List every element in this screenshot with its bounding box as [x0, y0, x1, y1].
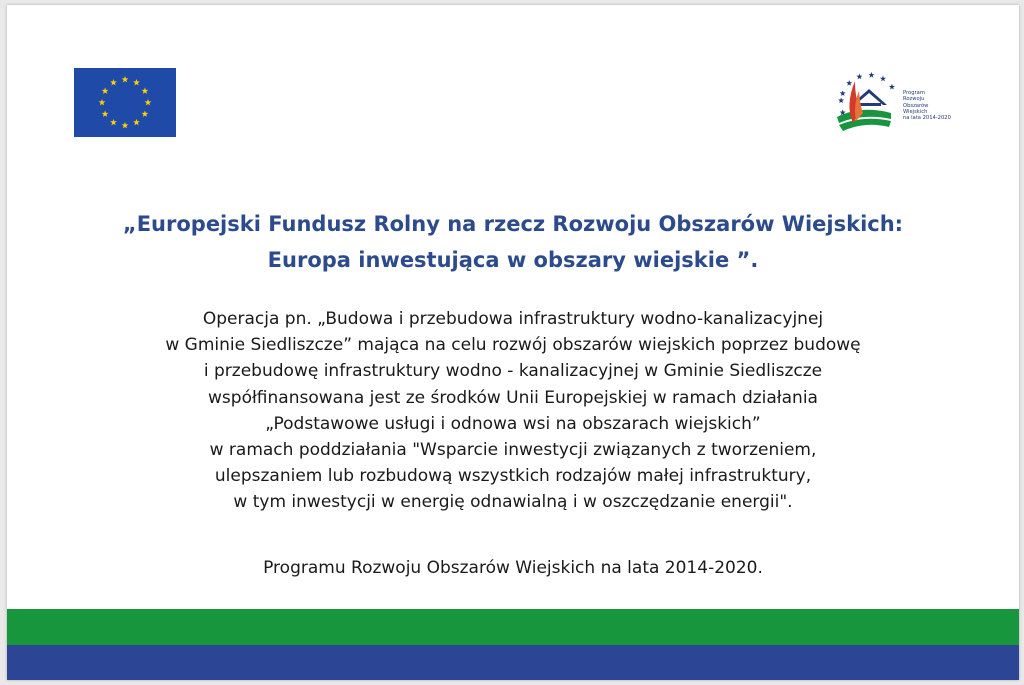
- description-line: i przebudowę infrastruktury wodno - kanalizacyjnej w Gminie Siedliszcze: [203, 361, 823, 382]
- prow-text-line: Rozwoju: [903, 96, 925, 103]
- prow-logo-icon: [831, 69, 903, 139]
- title-line-2: Europa inwestująca w obszary wiejskie ”.: [267, 248, 759, 272]
- description-line: „Podstawowe usługi i odnowa wsi na obszarach wiejskich”: [265, 413, 761, 434]
- operation-description: [7, 306, 1019, 516]
- prow-star-icon: [840, 90, 846, 96]
- description-line: współfinansowana jest ze środków Unii Europejskiej w ramach działania: [208, 387, 818, 408]
- prow-star-icon: [880, 76, 886, 82]
- prow-star-icon: [889, 84, 895, 90]
- description-line: Operacja pn. „Budowa i przebudowa infrastruktury wodno-kanalizacyjnej: [202, 309, 824, 329]
- prow-logo-text: [903, 90, 951, 121]
- prow-star-icon: [846, 80, 852, 86]
- prow-text-line: Obszarów: [903, 102, 929, 109]
- prow-text-line: na lata 2014-2020: [903, 115, 951, 122]
- board-title: [7, 206, 1019, 278]
- prow-star-icon: [838, 97, 844, 103]
- prow-text-line: Program: [903, 90, 925, 96]
- blue-stripe: [7, 645, 1019, 680]
- description-line: w ramach poddziałania "Wsparcie inwestycji związanych z tworzeniem,: [209, 440, 817, 461]
- green-stripe: [7, 609, 1019, 645]
- information-board: [7, 5, 1019, 680]
- description-line: w tym inwestycji w energię odnawialną i w oszczędzanie energii".: [233, 492, 793, 513]
- description-line: ulepszaniem lub rozbudową wszystkich rodzajów małej infrastruktury,: [214, 466, 812, 487]
- program-line: Programu Rozwoju Obszarów Wiejskich na lata 2014-2020.: [263, 558, 763, 578]
- prow-star-icon: [868, 72, 874, 78]
- prow-logo: [831, 69, 951, 139]
- eu-flag-icon: [74, 68, 176, 137]
- title-line-1: „Europejski Fundusz Rolny na rzecz Rozwoju Obszarów Wiejskich:: [122, 212, 904, 236]
- prow-star-icon: [856, 73, 862, 79]
- prow-text-line: Wiejskich: [903, 108, 928, 115]
- description-line: w Gminie Siedliszcze” mająca na celu rozwój obszarów wiejskich poprzez budowę: [165, 335, 861, 356]
